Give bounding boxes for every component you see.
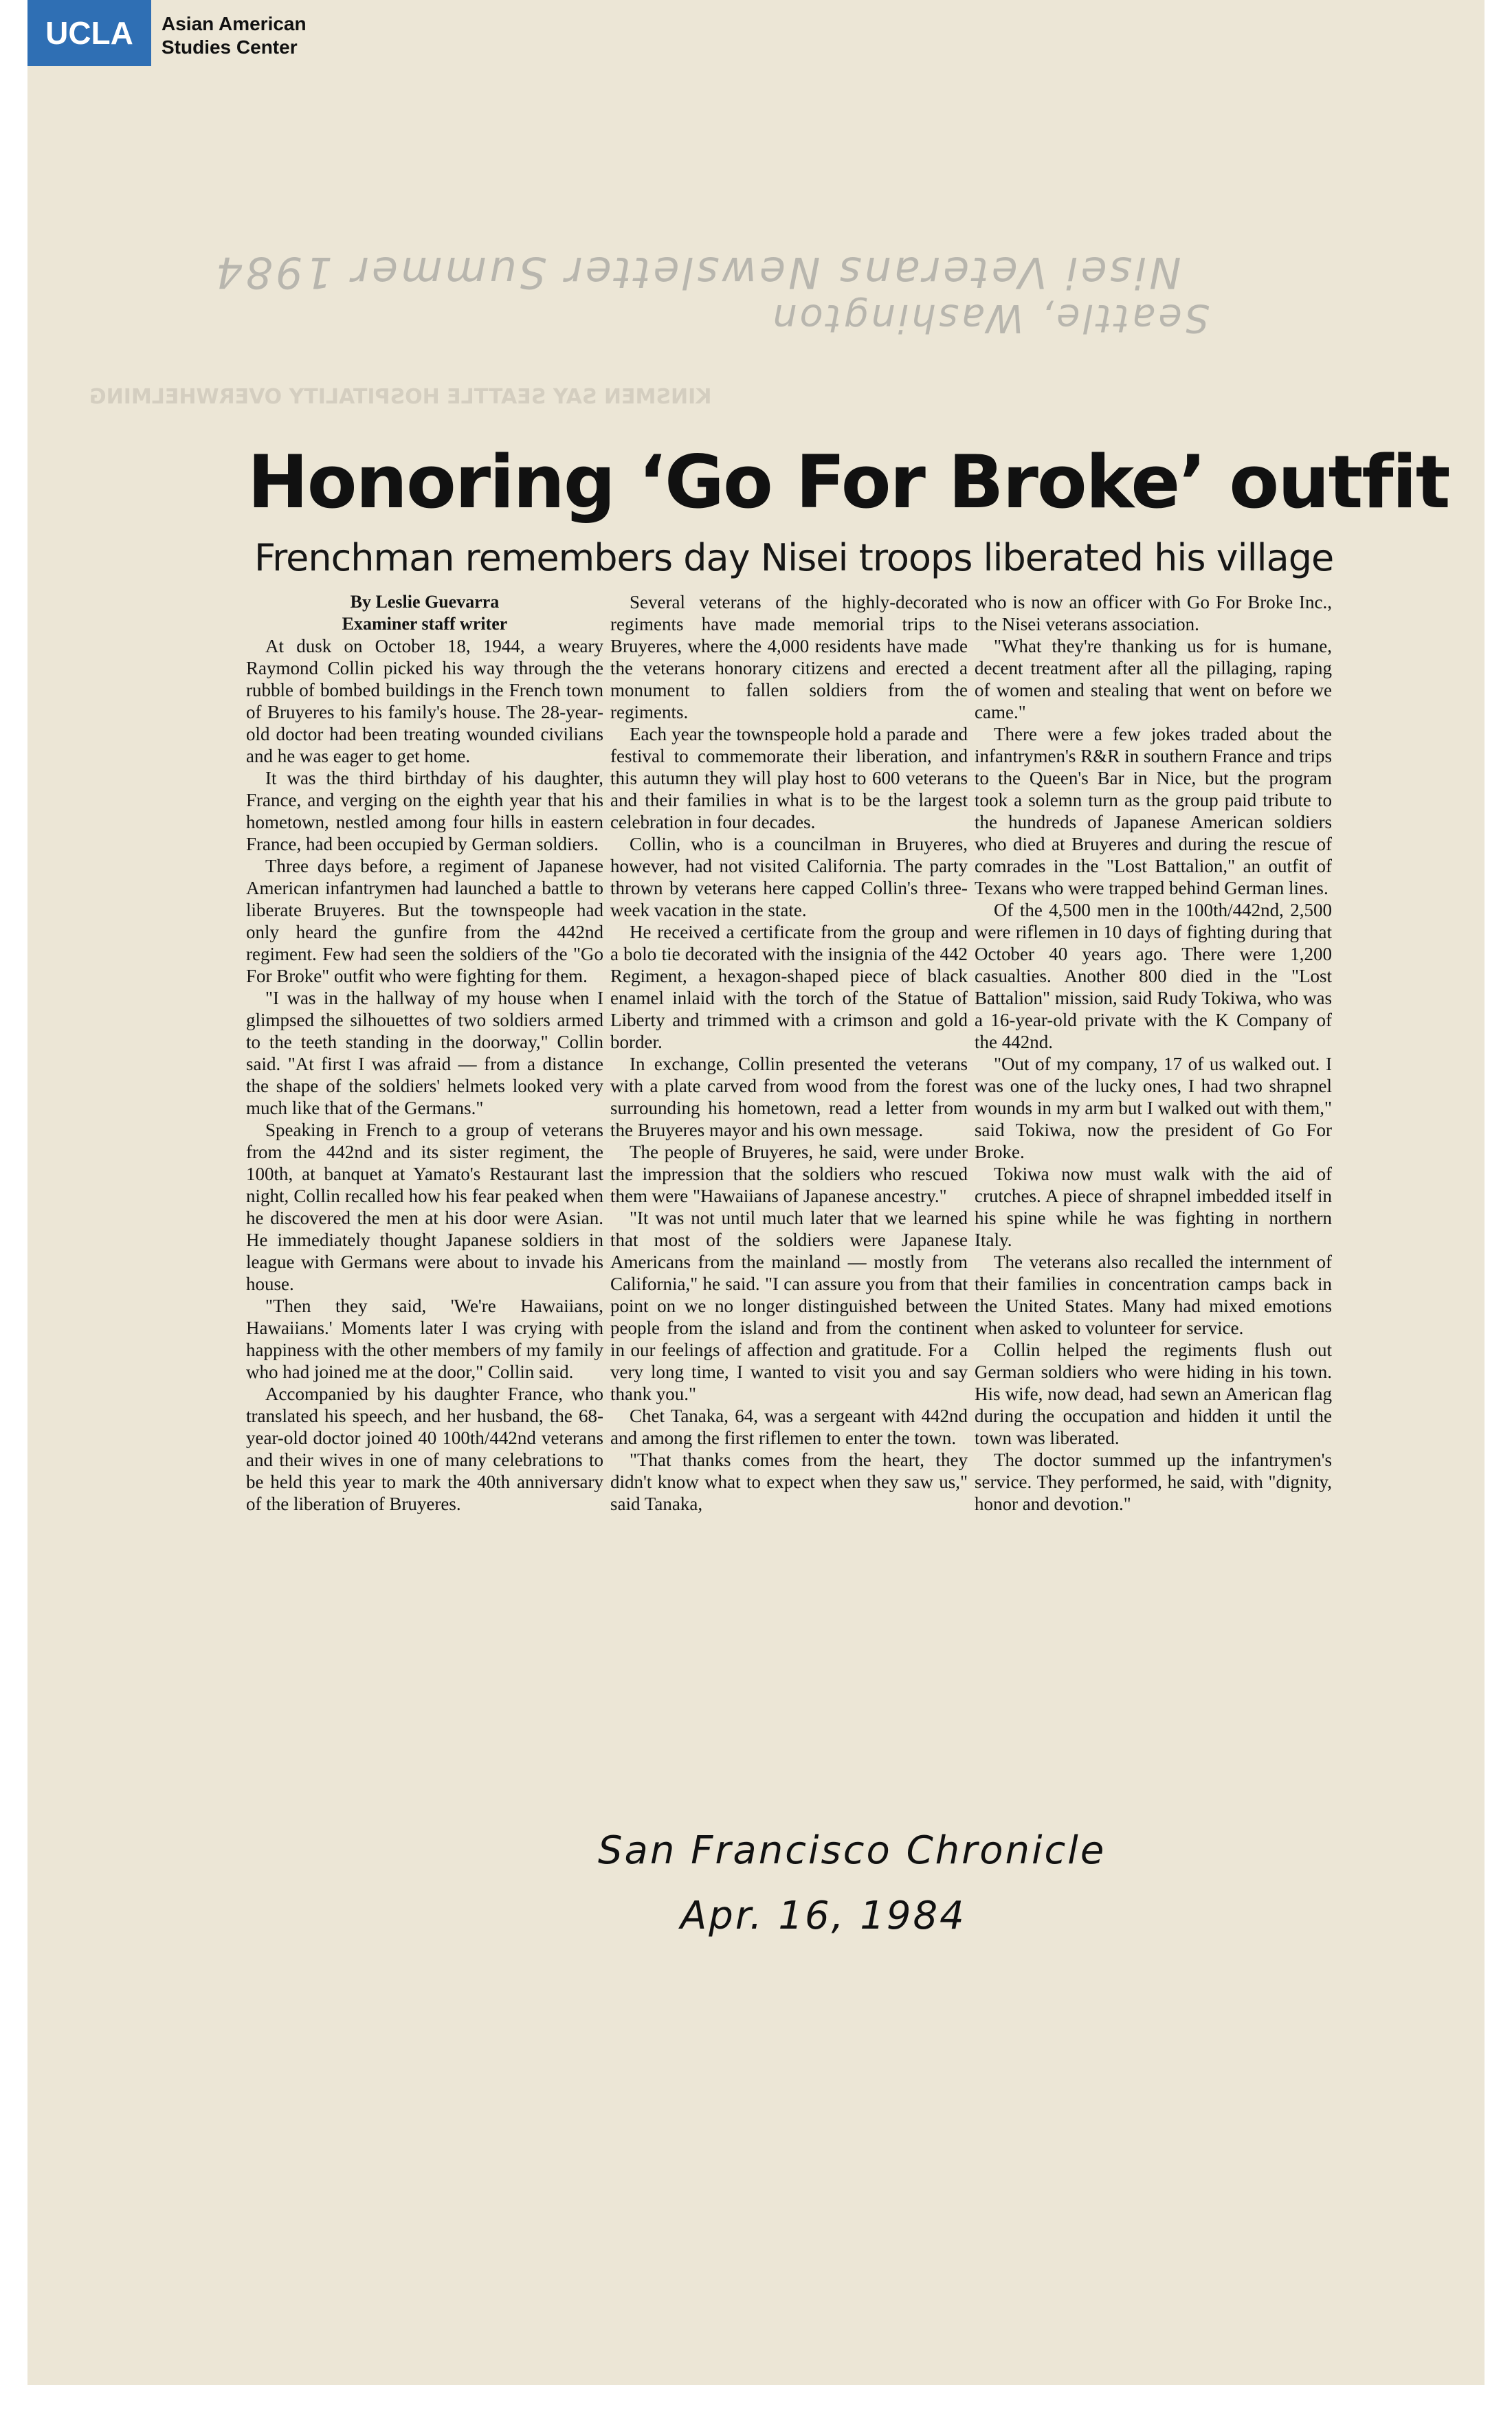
paragraph: "I was in the hallway of my house when I glimpsed the silhouettes of two soldiers armed to the teeth standing in the doorway," Collin said. "At first I was afraid — from a distance the shape of the soldiers' helmets looked very much like that of the Germans.": [246, 988, 603, 1118]
paragraph: Accompanied by his daughter France, who translated his speech, and her husband, the 68-year-old doctor joined 40 100th/442nd veterans and their wives in one of many celebrations to be held this year to mark the 40th anniversary of the liberation of Bruyeres.: [246, 1384, 603, 1514]
paragraph: Tokiwa now must walk with the aid of crutches. A piece of shrapnel imbedded itself in his spine while he was fighting in northern Italy.: [975, 1164, 1332, 1250]
paragraph: "Out of my company, 17 of us walked out. I was one of the lucky ones, I had two shrapnel wounds in my arm but I walked out with them," said Tokiwa, now the president of Go For Broke.: [975, 1054, 1332, 1162]
ucla-logo: UCLA: [27, 0, 151, 66]
paragraph: He received a certificate from the group and a bolo tie decorated with the insignia of the 442 Regiment, a hexagon-shaped piece of black enamel inlaid with the torch of the Statue of Liberty and trimmed with a crimson and gold border.: [610, 922, 968, 1052]
bleed-through-text: KINSMEN SAY SEATTLE HOSPITALITY OVERWHELMING: [89, 385, 712, 409]
paragraph: who is now an officer with Go For Broke Inc., the Nisei veterans association.: [975, 592, 1332, 634]
paragraph: The people of Bruyeres, he said, were under the impression that the soldiers who rescued them were "Hawaiians of Japanese ancestry.": [610, 1142, 968, 1206]
paragraph: Three days before, a regiment of Japanese American infantrymen had launched a battle to liberate Bruyeres. But the townspeople had only heard the gunfire from the 442nd regiment. Few had seen the soldiers of the "Go For Broke" outfit who were fighting for them.: [246, 856, 603, 986]
paragraph: Several veterans of the highly-decorated regiments have made memorial trips to Bruyeres, where the 4,000 residents have made the veterans honorary citizens and erected a monument to fallen soldiers from the regiments.: [610, 592, 968, 722]
paragraph: Speaking in French to a group of veterans from the 442nd and its sister regiment, the 100th, at banquet at Yamato's Restaurant last night, Collin recalled how his fear peaked when he discovered the men at his door were Asian. He immediately thought Japanese soldiers in league with Germans were about to invade his house.: [246, 1120, 603, 1294]
byline: [246, 591, 603, 635]
paragraph: In exchange, Collin presented the veterans with a plate carved from wood from the forest surrounding his hometown, read a letter from the Bruyeres mayor and his own message.: [610, 1054, 968, 1140]
center-name-line2: Studies Center: [162, 36, 298, 58]
article-column-1: [246, 591, 603, 1515]
paragraph: It was the third birthday of his daughter, France, and verging on the eighth year that his hometown, nestled among four hills in eastern France, had been occupied by German soldiers.: [246, 768, 603, 854]
paragraph: The doctor summed up the infantrymen's service. They performed, he said, with "dignity, honor and devotion.": [975, 1450, 1332, 1514]
center-name: [162, 12, 307, 59]
paragraph: "Then they said, 'We're Hawaiians, Hawaiians.' Moments later I was crying with happiness with the other members of my family who had joined me at the door," Collin said.: [246, 1296, 603, 1382]
paragraph: There were a few jokes traded about the infantrymen's R&R in southern France and trips to the Queen's Bar in Nice, but the program took a solemn turn as the group paid tribute to the hundreds of Japanese American soldiers who died at Bruyeres and during the rescue of comrades in the "Lost Battalion," an outfit of Texans who were trapped behind German lines.: [975, 724, 1332, 898]
paragraph: "It was not until much later that we learned that most of the soldiers were Japanese Americans from the mainland — mostly from California," he said. "I can assure you from that point on we no longer distinguished between people from the island and from the continent in our feelings of affection and gratitude. For a very long time, I wanted to visit you and say thank you.": [610, 1208, 968, 1404]
paragraph: The veterans also recalled the internment of their families in concentration camps back in the United States. Many had mixed emotions when asked to volunteer for service.: [975, 1252, 1332, 1338]
article-column-3: [975, 591, 1332, 1515]
byline-author: By Leslie Guevarra: [350, 592, 500, 612]
paragraph: "What they're thanking us for is humane, decent treatment after all the pillaging, raping of women and stealing that went on before we came.": [975, 636, 1332, 722]
center-name-line1: Asian American: [162, 13, 307, 34]
source-publication: San Francisco Chronicle: [598, 1828, 1107, 1873]
handwritten-location-note: Seattle, Washington: [770, 296, 1210, 340]
paragraph: At dusk on October 18, 1944, a weary Raymond Collin picked his way through the rubble of bombed buildings in the French town of Bruyeres to his family's house. The 28-year-old doctor had been treating wounded civilians and he was eager to get home.: [246, 636, 603, 766]
article-headline: Honoring ‘Go For Broke’ outfit: [247, 440, 1449, 524]
paragraph: Collin helped the regiments flush out German soldiers who were hiding in his town. His wife, now dead, had sewn an American flag during the occupation and hidden it until the town was liberated.: [975, 1340, 1332, 1448]
article-column-2: [610, 591, 968, 1515]
source-date: Apr. 16, 1984: [680, 1894, 966, 1938]
paragraph: Each year the townspeople hold a parade and festival to commemorate their liberation, and this autumn they will play host to 600 veterans and their families in what is to be the largest celebration in four decades.: [610, 724, 968, 832]
paragraph: Of the 4,500 men in the 100th/442nd, 2,500 were riflemen in 10 days of fighting during that October 40 years ago. There were 1,200 casualties. Another 800 died in the "Lost Battalion" mission, said Rudy Tokiwa, who was a 16-year-old private with the K Company of the 442nd.: [975, 900, 1332, 1052]
article-subhead: Frenchman remembers day Nisei troops liberated his village: [254, 536, 1334, 579]
handwritten-source-note: [598, 1828, 1106, 1938]
paragraph: Chet Tanaka, 64, was a sergeant with 442nd and among the first riflemen to enter the town.: [610, 1406, 968, 1448]
byline-role: Examiner staff writer: [342, 614, 508, 634]
paragraph: Collin, who is a councilman in Bruyeres, however, had not visited California. The party thrown by veterans here capped Collin's three-week vacation in the state.: [610, 834, 968, 920]
newspaper-clipping: [27, 0, 1485, 2385]
paragraph: "That thanks comes from the heart, they didn't know what to expect when they saw us," said Tanaka,: [610, 1450, 968, 1514]
handwritten-newsletter-note: Nisei Veterans Newsletter Summer 1984: [213, 247, 1181, 298]
